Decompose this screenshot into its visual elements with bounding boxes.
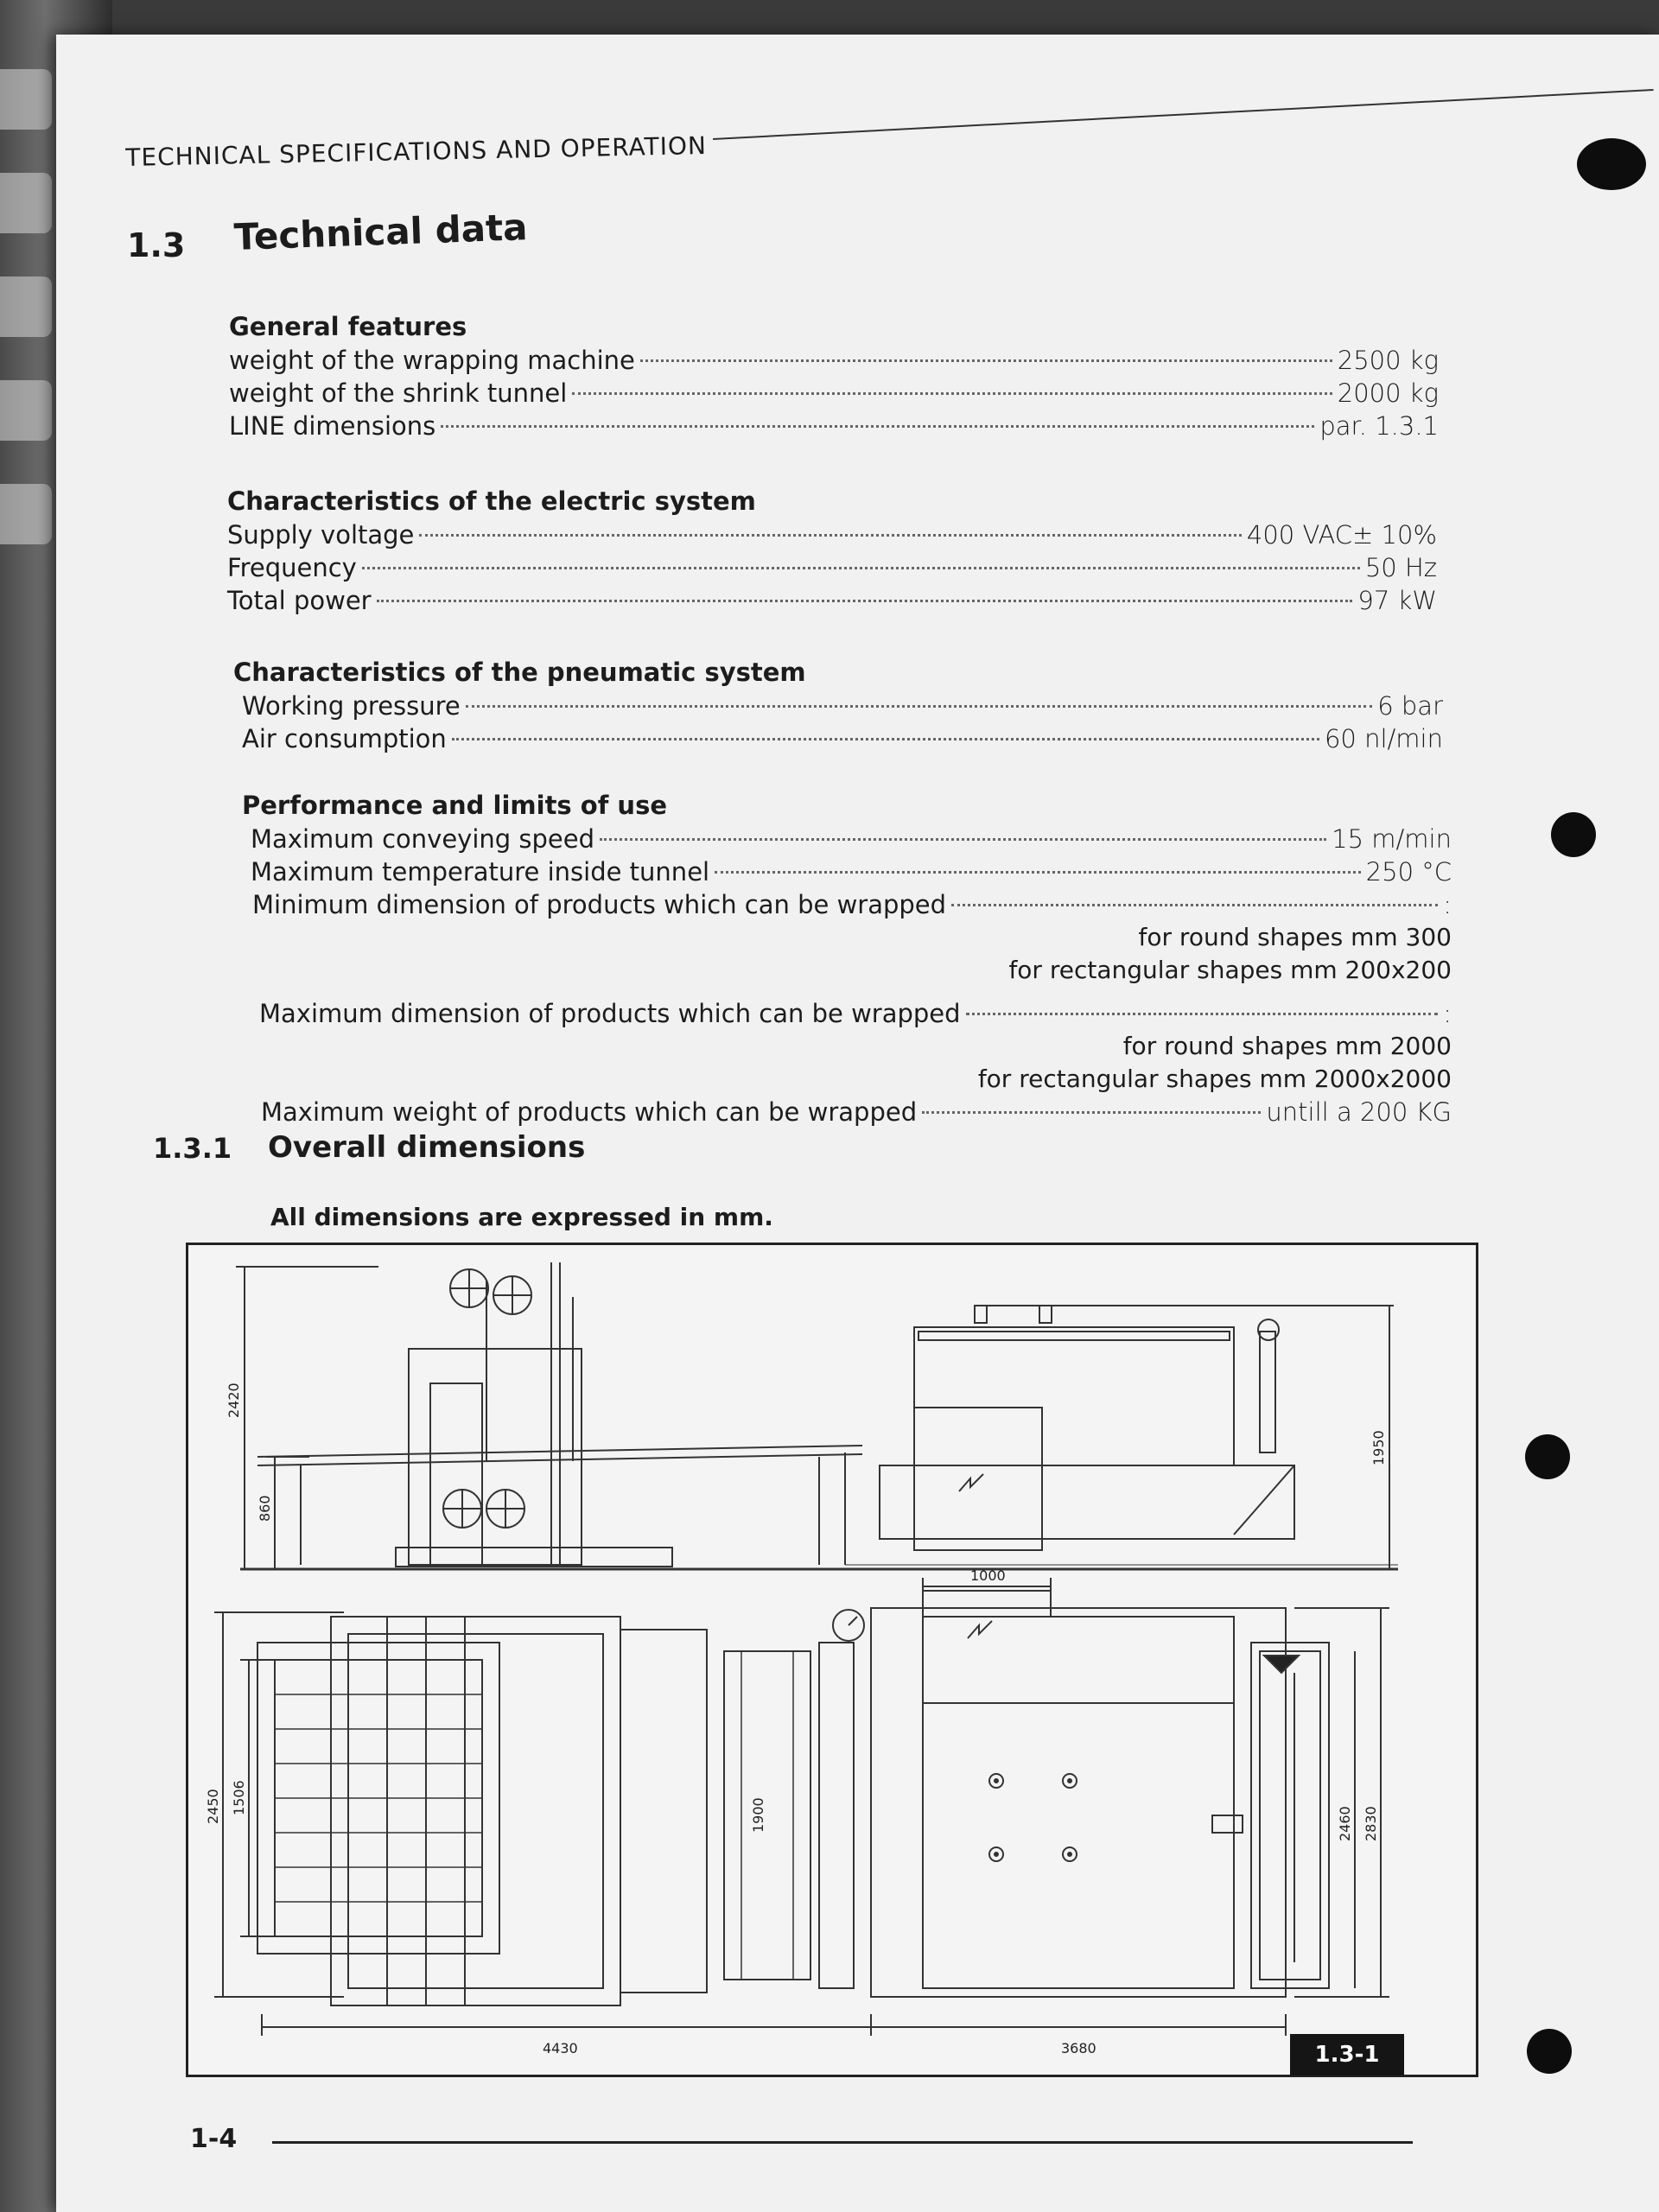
subsection-title: Overall dimensions (268, 1130, 586, 1165)
dim-height-tunnel: 1950 (1370, 1430, 1387, 1465)
document-page (56, 35, 1659, 2212)
dim-width-outer: 2450 (205, 1789, 221, 1824)
spec-subvalue: for rectangular shapes mm 2000x2000 (977, 1065, 1452, 1093)
group-title: Characteristics of the electric system (227, 486, 756, 516)
dim-length-wrapper: 4430 (543, 2040, 578, 2056)
dim-width-inner: 1506 (231, 1780, 247, 1815)
footer-rule (272, 2141, 1413, 2144)
spec-row: Minimum dimension of products which can be wrapped : (252, 890, 1452, 919)
binder-tab (0, 380, 52, 441)
figure-label: 1.3-1 (1290, 2034, 1404, 2075)
spec-row: Frequency 50 Hz (227, 553, 1437, 582)
spec-row: weight of the wrapping machine 2500 kg (229, 346, 1439, 375)
dim-tunnel-depth-outer: 2830 (1363, 1806, 1379, 1841)
section-title: Technical data (233, 206, 529, 258)
performance-group (242, 788, 1452, 1128)
electric-system-group (227, 484, 1437, 617)
dim-length-tunnel: 3680 (1061, 2040, 1096, 2056)
dim-tunnel-depth-inner: 2460 (1337, 1806, 1353, 1841)
dim-tunnel-width: 1000 (970, 1567, 1006, 1584)
spec-row: Maximum weight of products which can be wrapped untill a 200 KG (261, 1097, 1452, 1127)
dim-height-total: 2420 (226, 1382, 242, 1418)
spec-row: Maximum dimension of products which can be wrapped : (259, 999, 1452, 1028)
page-number: 1-4 (190, 2124, 238, 2154)
spec-subvalue: for round shapes mm 2000 (1122, 1032, 1452, 1060)
binder-tab (0, 276, 52, 337)
spec-subvalue: for round shapes mm 300 (1138, 923, 1452, 951)
spec-row: Maximum temperature inside tunnel 250 °C (251, 857, 1452, 887)
dimension-drawing (186, 1243, 1478, 2077)
group-title: Performance and limits of use (242, 791, 667, 820)
group-title: General features (229, 312, 467, 341)
binder-tab (0, 173, 52, 233)
binder-clip (1577, 138, 1646, 190)
spec-row: Supply voltage 400 VAC± 10% (227, 520, 1437, 550)
dimensions-note: All dimensions are expressed in mm. (270, 1203, 773, 1231)
punch-hole (1527, 2029, 1572, 2074)
dim-height-conveyor: 860 (257, 1495, 273, 1522)
drawing-svg (188, 1245, 1476, 2075)
pneumatic-system-group (233, 655, 1443, 755)
spec-subvalue: for rectangular shapes mm 200x200 (1008, 956, 1452, 984)
spec-row: LINE dimensions par. 1.3.1 (229, 411, 1439, 441)
binder-tab (0, 484, 52, 544)
group-title: Characteristics of the pneumatic system (233, 658, 806, 687)
spec-row: weight of the shrink tunnel 2000 kg (229, 378, 1439, 408)
spec-row: Total power 97 kW (227, 586, 1437, 615)
binder-tab (0, 69, 52, 130)
spec-row: Maximum conveying speed 15 m/min (251, 824, 1452, 854)
running-title: TECHNICAL SPECIFICATIONS AND OPERATION (125, 130, 708, 172)
section-number: 1.3 (127, 226, 186, 264)
punch-hole (1525, 1434, 1570, 1479)
subsection-number: 1.3.1 (153, 1132, 232, 1165)
punch-hole (1551, 812, 1596, 857)
dim-conveyor-width: 1900 (750, 1797, 766, 1833)
general-features-group (229, 309, 1439, 442)
spec-row: Air consumption 60 nl/min (242, 724, 1443, 753)
header-rule (713, 89, 1654, 140)
spec-row: Working pressure 6 bar (242, 691, 1443, 721)
